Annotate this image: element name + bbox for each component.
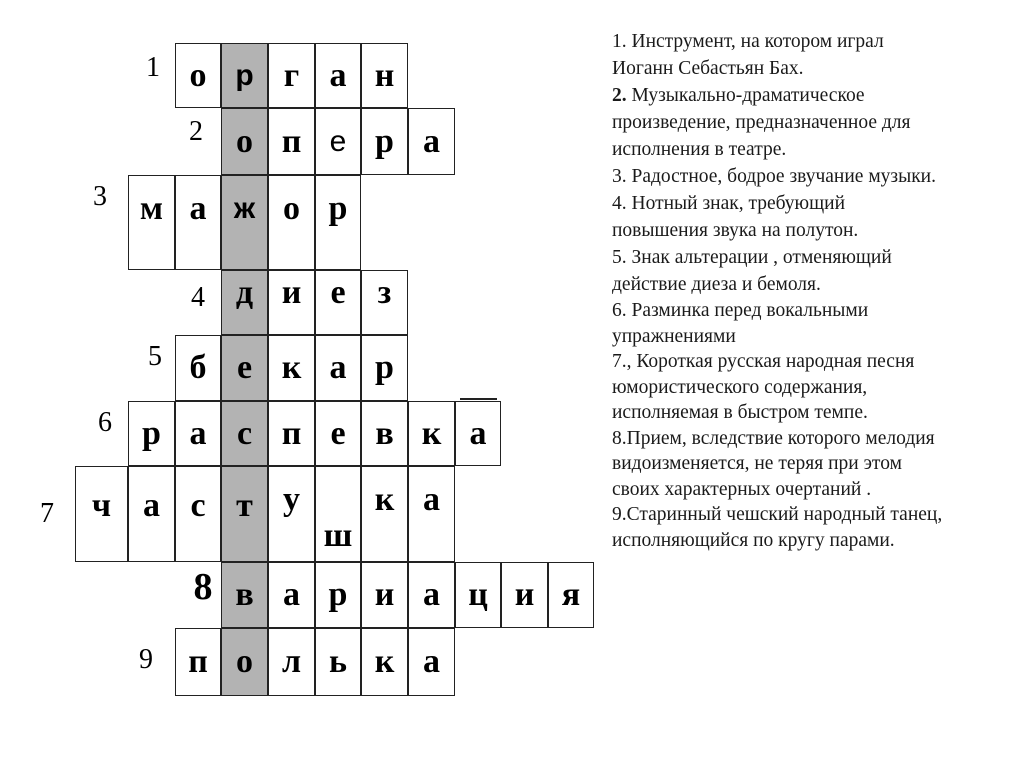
cell-letter: а	[283, 576, 300, 613]
clue-text: Радостное, бодрое звучание музыки.	[626, 166, 936, 187]
clue-number-label: 8	[193, 566, 213, 608]
cell-letter: к	[374, 643, 395, 680]
cell-letter: а	[423, 481, 440, 518]
cell-letter: и	[374, 576, 395, 613]
cell-letter: а	[143, 487, 160, 524]
cell-letter: к	[374, 481, 395, 518]
cell-letter: а	[423, 643, 440, 680]
cell-letter: а	[329, 349, 347, 386]
clue-number: 4.	[612, 193, 627, 214]
clue-number-label: 5	[148, 341, 162, 372]
clue-4	[612, 190, 1012, 244]
clue-9	[612, 502, 1012, 553]
cell-letter: к	[421, 414, 442, 452]
clue-list	[612, 28, 1012, 553]
cell-letter: а	[469, 414, 487, 452]
clue-text: Короткая русская народная песня юмористического содержания, исполняемая в быстром темпе.	[612, 351, 915, 423]
clue-7	[612, 349, 1012, 426]
clue-3	[612, 163, 1012, 190]
cell-letter: р	[328, 189, 348, 227]
cell-letter: т	[236, 487, 253, 524]
clue-text: Знак альтерации , отменяющий действие диеза и бемоля.	[612, 247, 892, 295]
cell-letter: я	[561, 576, 581, 613]
clue-number-label: 4	[191, 282, 205, 313]
cell-letter: о	[236, 122, 253, 160]
cell-letter: о	[283, 189, 300, 227]
cell-letter: а	[329, 56, 347, 94]
clue-6	[612, 298, 1012, 349]
cell-letter: а	[189, 414, 207, 452]
clue-number-label: 7	[40, 498, 54, 529]
clue-number: 8.	[612, 427, 627, 449]
cell-letter: е	[330, 414, 346, 452]
cell-letter: в	[235, 576, 254, 613]
clue-number: 5.	[612, 247, 627, 268]
cell-letter: е	[330, 273, 346, 311]
cell-letter: и	[514, 576, 535, 613]
clue-number-label: 2	[189, 116, 203, 147]
clue-number-label: 9	[139, 644, 153, 675]
cell-letter: в	[375, 414, 394, 452]
cell-letter: с	[236, 414, 253, 452]
cell-letter: н	[374, 56, 395, 94]
cell-letter: р	[142, 414, 161, 452]
clue-text: Музыкально-драматическое произведение, предназначенное для исполнения в театре.	[612, 85, 911, 160]
divider-line	[460, 398, 497, 400]
cell-letter: ш	[323, 517, 353, 554]
cell-letter: р	[375, 122, 394, 160]
clue-5	[612, 244, 1012, 298]
cell-letter: м	[139, 189, 164, 227]
clue-text: Инструмент, на котором играл Иоганн Себастьян Бах.	[612, 31, 884, 79]
cell-letter: и	[281, 273, 302, 311]
clue-number: 3.	[612, 166, 627, 187]
cell-letter: е	[236, 349, 253, 386]
clue-number: 7.,	[612, 351, 632, 372]
cell-letter: к	[281, 349, 302, 386]
cell-letter: а	[423, 122, 440, 160]
cell-letter: ж	[233, 191, 256, 225]
clue-8	[612, 426, 1012, 503]
cell-letter: р	[328, 576, 348, 613]
cell-letter: р	[375, 349, 394, 386]
cell-letter: е	[329, 124, 347, 158]
clue-number: 1.	[612, 31, 627, 52]
cell-letter: о	[236, 643, 253, 680]
clue-number-label: 1	[146, 52, 160, 83]
clue-number: 2.	[612, 85, 627, 106]
cell-letter: л	[281, 643, 302, 680]
clue-number-label: 6	[98, 407, 112, 438]
cell-letter: с	[190, 487, 206, 524]
clue-number: 6.	[612, 300, 627, 321]
cell-letter: ц	[468, 576, 488, 613]
cell-letter: а	[423, 576, 440, 613]
clue-text: Разминка перед вокальными упражнениями	[612, 300, 869, 347]
cell-letter: у	[283, 481, 300, 518]
cell-letter: з	[377, 273, 392, 311]
cell-letter: г	[283, 56, 300, 94]
cell-letter: а	[189, 189, 207, 227]
cell-letter: б	[189, 349, 207, 386]
cell-letter: ь	[329, 643, 347, 680]
cell-letter: д	[235, 273, 254, 311]
clue-2	[612, 82, 1012, 163]
cell-letter: п	[281, 414, 302, 452]
cell-letter: ч	[91, 487, 112, 524]
clue-number-label: 3	[93, 181, 107, 212]
clue-text: Прием, вследствие которого мелодия видоизменяется, не теряя при этом своих характерных очертаний .	[612, 427, 935, 500]
clue-1	[612, 28, 1012, 82]
cell-letter: п	[281, 122, 302, 160]
cell-letter: о	[189, 56, 207, 94]
clue-text: Нотный знак, требующий повышения звука на полутон.	[612, 193, 859, 241]
clue-text: Старинный чешский народный танец, исполняющийся по кругу парами.	[612, 504, 943, 551]
cell-letter: п	[188, 643, 208, 680]
clue-number: 9.	[612, 504, 627, 525]
cell-letter: р	[235, 58, 254, 92]
